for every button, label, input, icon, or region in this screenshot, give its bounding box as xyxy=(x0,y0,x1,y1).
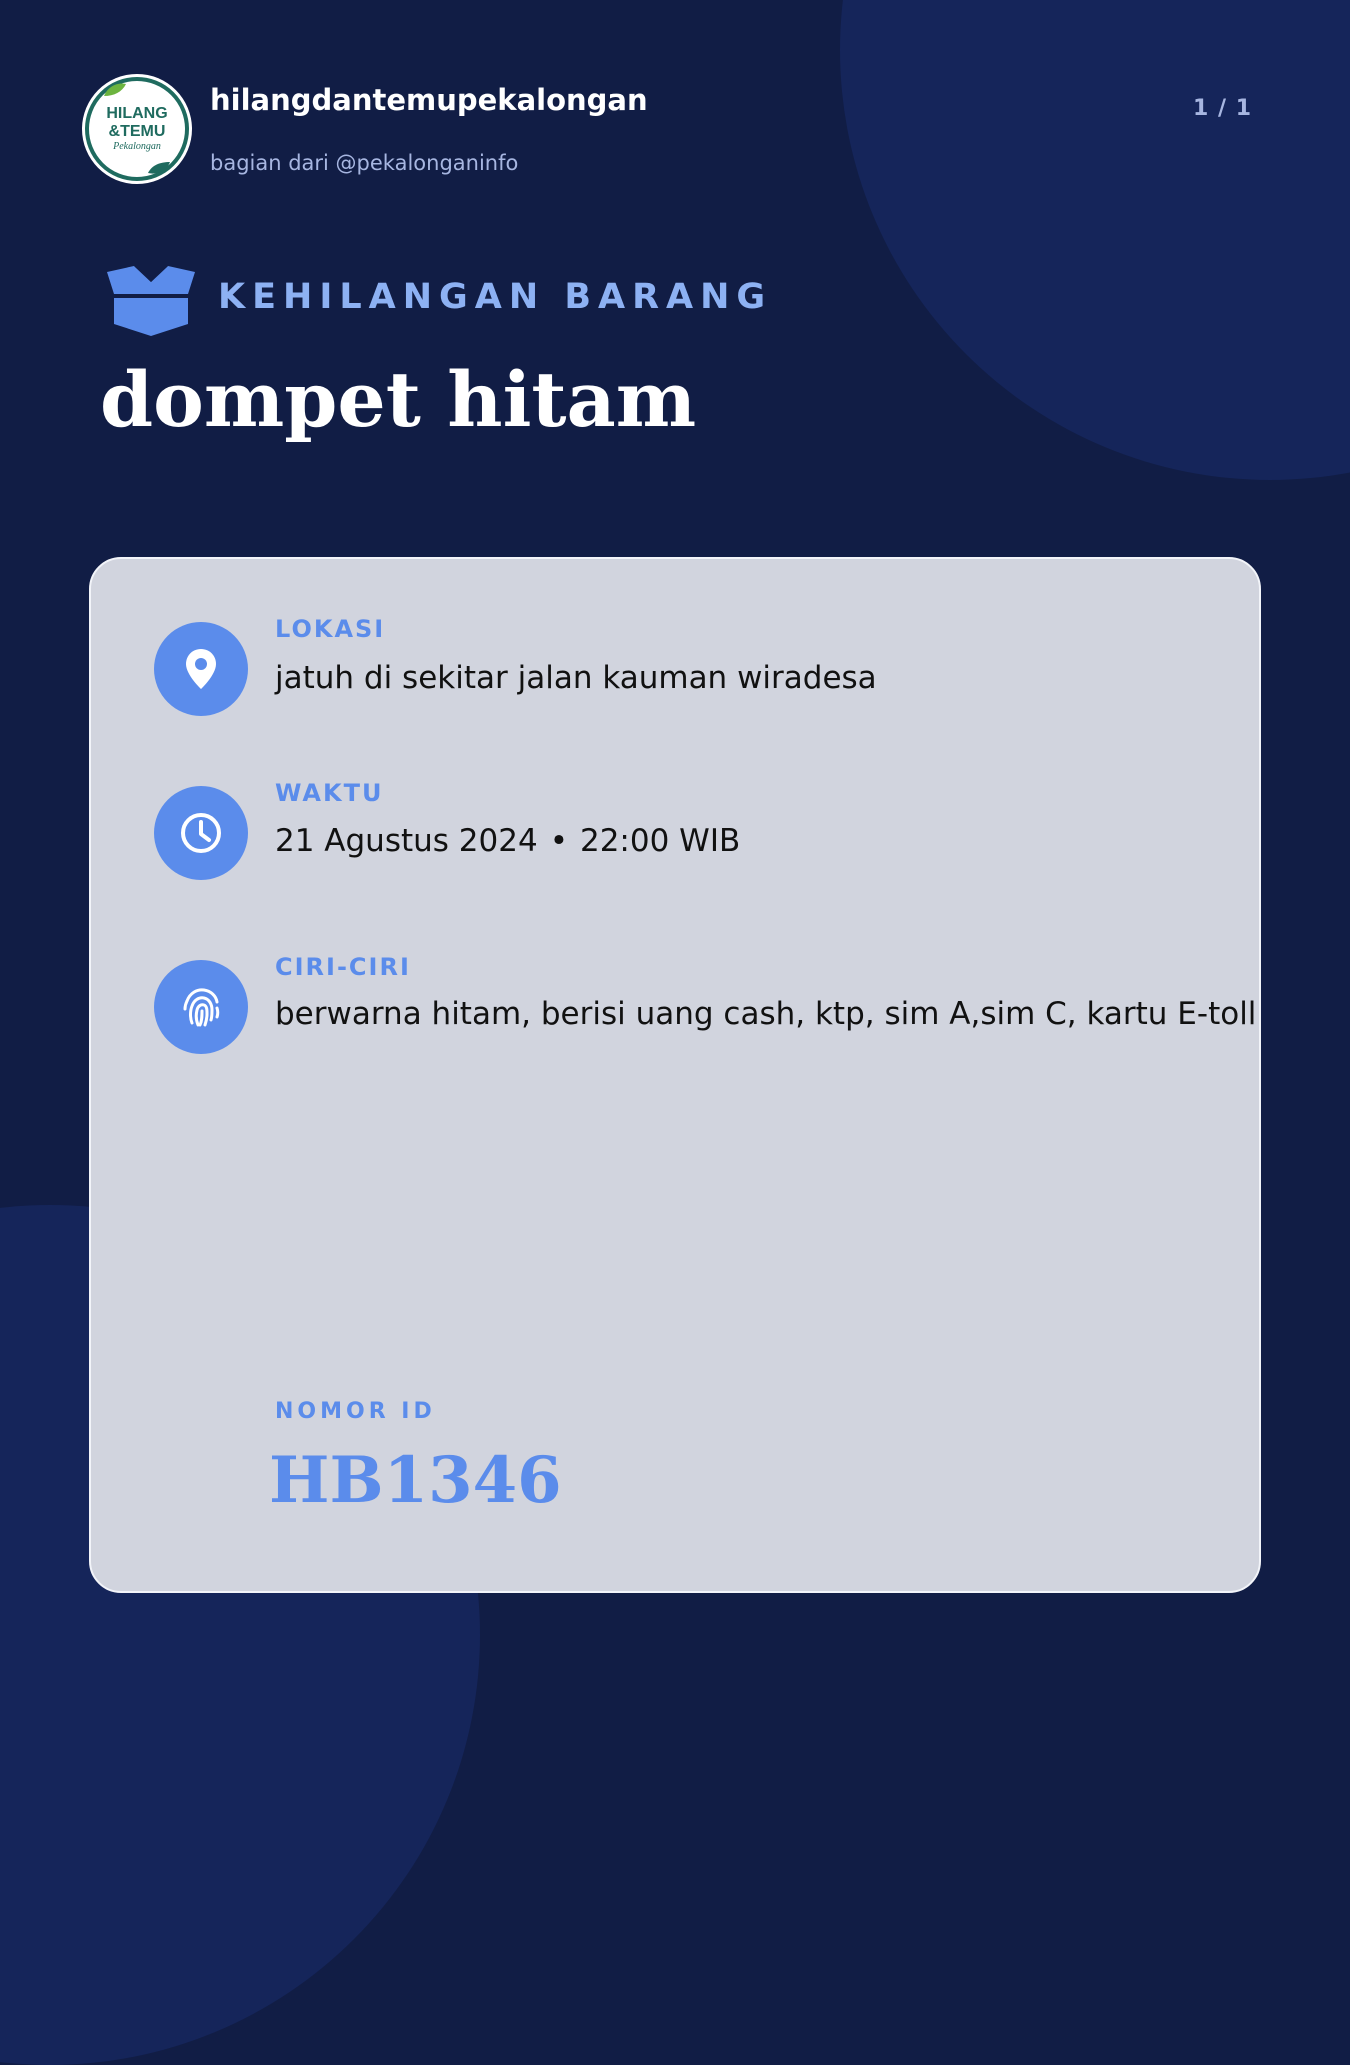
time-date: 21 Agustus 2024 xyxy=(275,823,538,859)
location-label: LOKASI xyxy=(275,615,386,643)
characteristics-value: berwarna hitam, berisi uang cash, ktp, sim A,sim C, kartu E-toll xyxy=(275,996,1257,1032)
clock-icon xyxy=(177,809,225,857)
category-label: KEHILANGAN BARANG xyxy=(218,277,773,317)
account-subtitle: bagian dari @pekalonganinfo xyxy=(210,151,519,175)
time-label: WAKTU xyxy=(275,779,384,807)
characteristics-label: CIRI-CIRI xyxy=(275,953,411,981)
time-separator: • xyxy=(549,823,568,859)
logo-line-3: Pekalongan xyxy=(113,141,161,152)
detail-card xyxy=(89,557,1261,1593)
account-logo[interactable] xyxy=(82,74,192,184)
map-pin-icon xyxy=(177,645,225,693)
box-icon xyxy=(104,266,198,336)
item-title: dompet hitam xyxy=(100,355,697,444)
location-icon-badge xyxy=(154,622,248,716)
background-circle-top xyxy=(840,0,1350,480)
time-hour: 22:00 WIB xyxy=(579,823,741,859)
id-value: HB1346 xyxy=(269,1443,562,1518)
fingerprint-icon xyxy=(177,983,225,1031)
logo-line-2: &TEMU xyxy=(108,123,166,140)
logo-line-1: HILANG xyxy=(106,105,168,122)
account-name[interactable]: hilangdantemupekalongan xyxy=(210,83,648,117)
location-value: jatuh di sekitar jalan kauman wiradesa xyxy=(275,660,877,696)
time-icon-badge xyxy=(154,786,248,880)
page-counter: 1 / 1 xyxy=(1193,96,1252,121)
time-value xyxy=(275,820,740,862)
id-label: NOMOR ID xyxy=(275,1399,436,1424)
characteristics-icon-badge xyxy=(154,960,248,1054)
